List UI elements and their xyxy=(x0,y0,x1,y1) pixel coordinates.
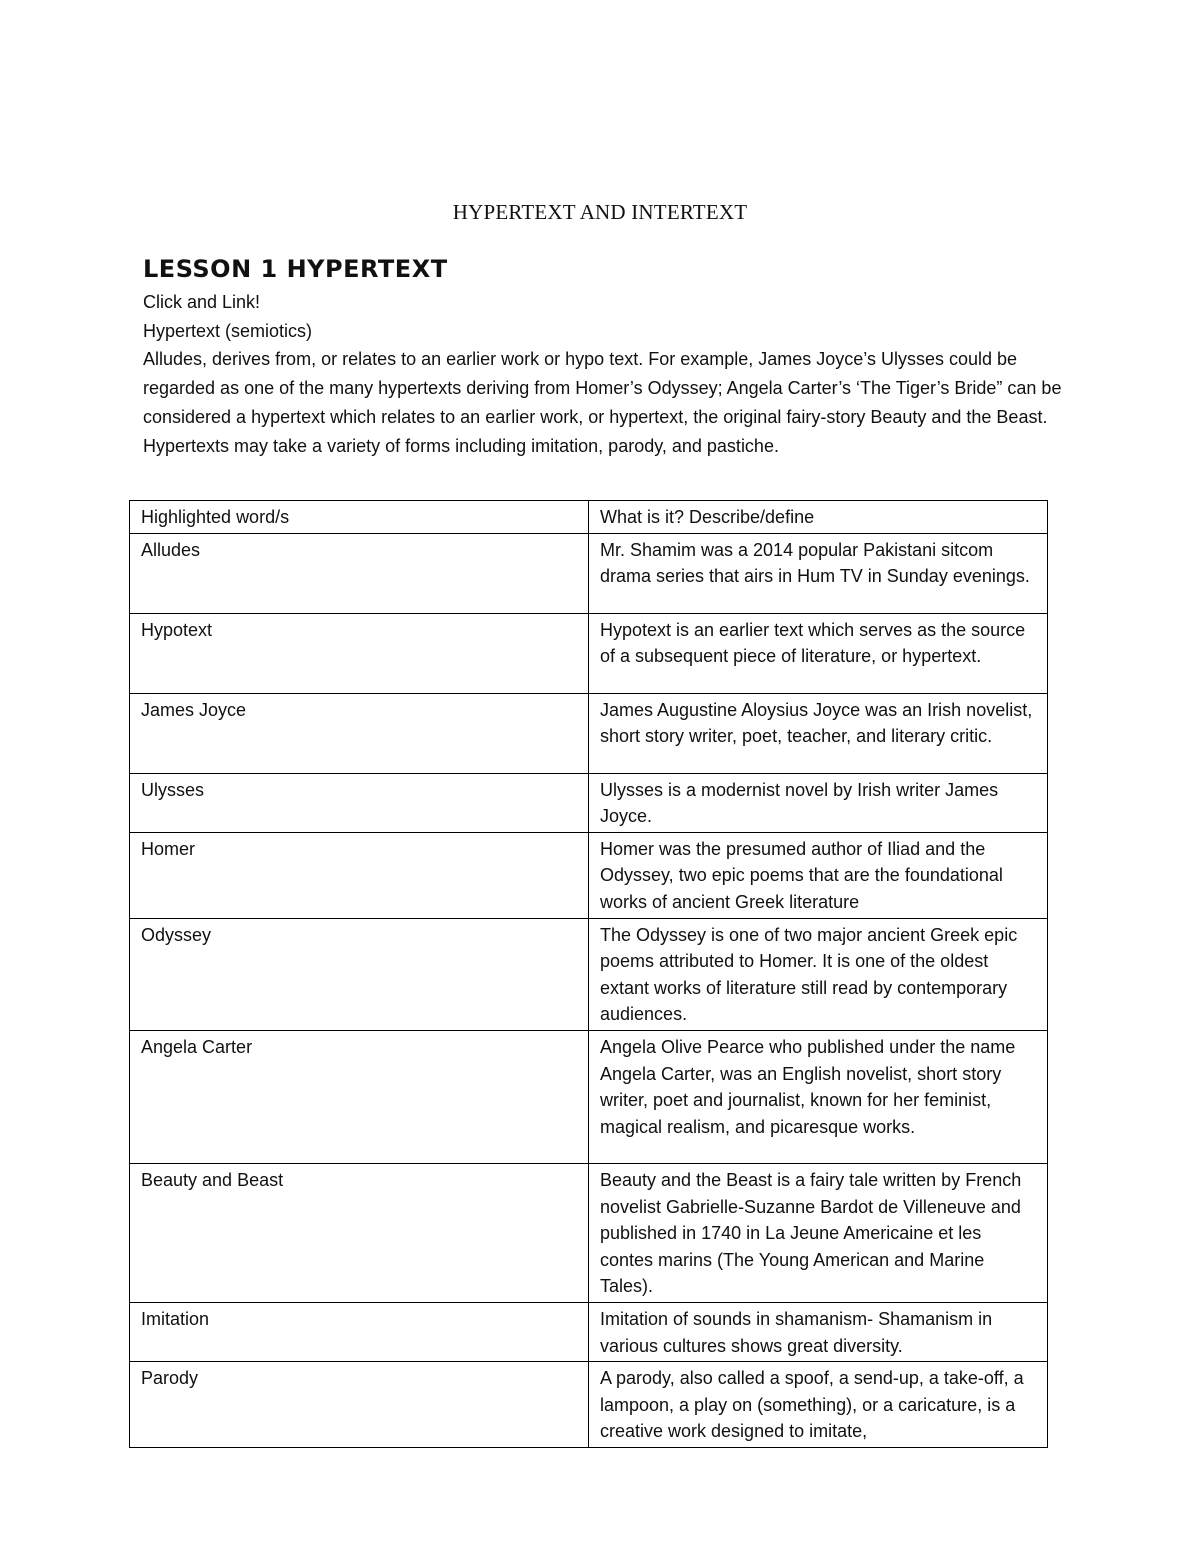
definition-cell: Imitation of sounds in shamanism- Shamanism in various cultures shows great diversity. xyxy=(589,1302,1048,1361)
glossary-table xyxy=(129,500,1048,1448)
term-cell: James Joyce xyxy=(130,693,589,773)
term-cell: Ulysses xyxy=(130,773,589,832)
table-row xyxy=(130,693,1048,773)
term-cell: Alludes xyxy=(130,533,589,613)
table-row xyxy=(130,1362,1048,1448)
term-cell: Parody xyxy=(130,1362,589,1448)
term-cell: Beauty and Beast xyxy=(130,1163,589,1302)
lesson-heading: LESSON 1 HYPERTEXT xyxy=(143,255,448,283)
definition-cell: The Odyssey is one of two major ancient Greek epic poems attributed to Homer. It is one of the oldest extant works of literature still read by contemporary audiences. xyxy=(589,918,1048,1030)
definition-cell: Angela Olive Pearce who published under the name Angela Carter, was an English novelist, short story writer, poet and journalist, known for her feminist, magical realism, and picaresque works. xyxy=(589,1030,1048,1163)
definition-cell: Hypotext is an earlier text which serves as the source of a subsequent piece of literature, or hypertext. xyxy=(589,613,1048,693)
header-describe-define: What is it? Describe/define xyxy=(589,501,1048,534)
table-row xyxy=(130,918,1048,1030)
term-cell: Odyssey xyxy=(130,918,589,1030)
table-row xyxy=(130,533,1048,613)
term-cell: Homer xyxy=(130,832,589,918)
table-row xyxy=(130,1163,1048,1302)
intro-line-click-and-link: Click and Link! xyxy=(143,292,261,312)
intro-section xyxy=(143,288,1068,460)
term-cell: Imitation xyxy=(130,1302,589,1361)
table-header-row xyxy=(130,501,1048,534)
table-row xyxy=(130,832,1048,918)
table-row xyxy=(130,773,1048,832)
header-highlighted-words: Highlighted word/s xyxy=(130,501,589,534)
intro-paragraph: Alludes, derives from, or relates to an earlier work or hypo text. For example, James Joyce’s Ulysses could be regarded as one of the many hypertexts deriving from Homer’s Odyssey; Angela Carter’s ‘The Tiger’s Bride” can be considered a hypertext which relates to an earlier work, or hypertext, the original fairy-story Beauty and the Beast. Hypertexts may take a variety of forms including imitation, parody, and pastiche. xyxy=(143,349,1062,456)
table-row xyxy=(130,613,1048,693)
definition-cell: Ulysses is a modernist novel by Irish writer James Joyce. xyxy=(589,773,1048,832)
term-cell: Angela Carter xyxy=(130,1030,589,1163)
document-title: HYPERTEXT AND INTERTEXT xyxy=(452,200,748,224)
term-cell: Hypotext xyxy=(130,613,589,693)
definition-cell: A parody, also called a spoof, a send-up, a take-off, a lampoon, a play on (something), or a caricature, is a creative work designed to imitate, xyxy=(589,1362,1048,1448)
intro-line-hypertext-semiotics: Hypertext (semiotics) xyxy=(143,320,313,341)
table-row xyxy=(130,1302,1048,1361)
definition-cell: Homer was the presumed author of Iliad and the Odyssey, two epic poems that are the foundational works of ancient Greek literature xyxy=(589,832,1048,918)
definition-cell: Beauty and the Beast is a fairy tale written by French novelist Gabrielle-Suzanne Bardot de Villeneuve and published in 1740 in La Jeune Americaine et les contes marins (The Young American and Marine Tales). xyxy=(589,1163,1048,1302)
definition-cell: James Augustine Aloysius Joyce was an Irish novelist, short story writer, poet, teacher, and literary critic. xyxy=(589,693,1048,773)
table-row xyxy=(130,1030,1048,1163)
definition-cell: Mr. Shamim was a 2014 popular Pakistani sitcom drama series that airs in Hum TV in Sunday evenings. xyxy=(589,533,1048,613)
